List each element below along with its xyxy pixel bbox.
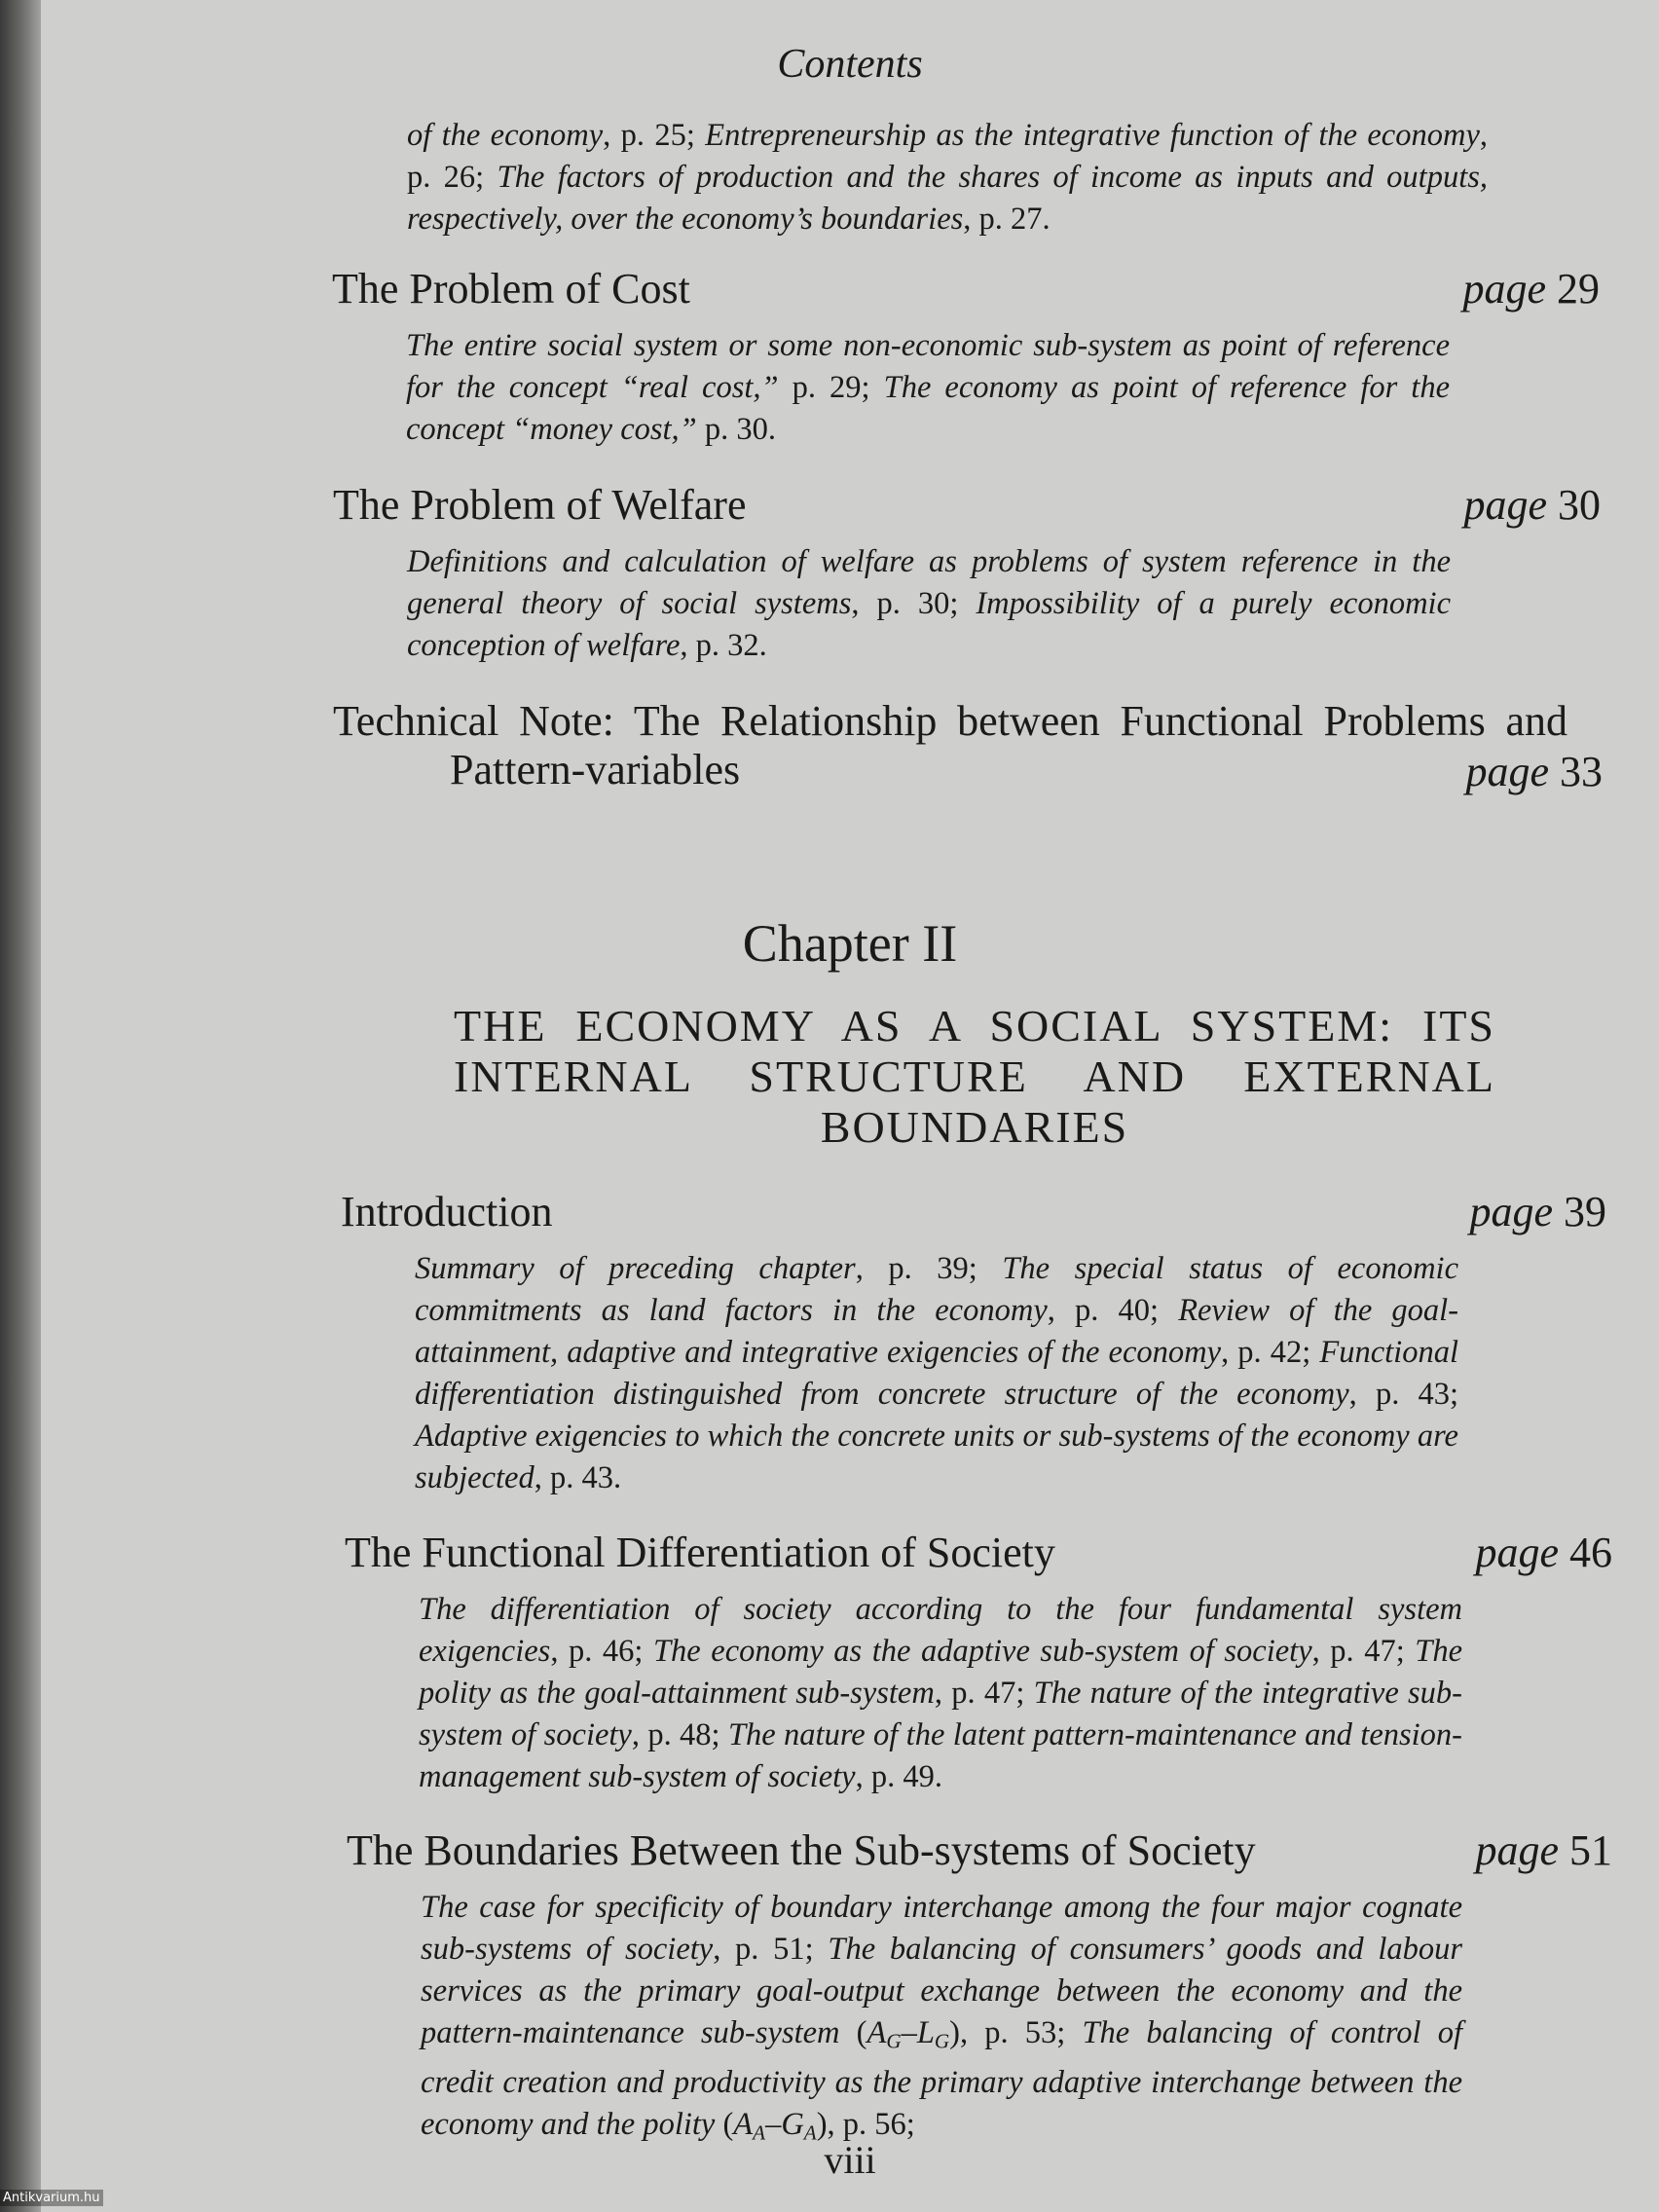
book-spine-shadow	[0, 0, 41, 2212]
toc-page-reference: page 51	[1475, 1826, 1612, 1874]
toc-entry-summary: The entire social system or some non-economic sub-system as point of reference for the concept “real cost,” p. 29; The economy as point of reference for the concept “money cost,” p. 30.	[406, 328, 1451, 447]
toc-entry-technical-note	[333, 697, 1603, 794]
toc-heading	[347, 1826, 1612, 1875]
toc-entry-title: The Problem of Cost	[332, 265, 690, 313]
toc-entry-title: Technical Note: The Relationship between Functional Problems and Pattern-variables	[333, 697, 1567, 793]
running-head: Contents	[777, 42, 923, 87]
toc-entry-title: The Functional Differentiation of Society	[345, 1529, 1055, 1576]
toc-entry-problem-of-welfare	[333, 481, 1601, 667]
toc-entry-introduction	[341, 1188, 1606, 1499]
toc-entry-summary: Definitions and calculation of welfare as problems of system reference in the general theory of social systems, p. 30; Impossibility of a purely economic conception of welfare, p. 32.	[407, 544, 1451, 663]
toc-page-reference: page 30	[1463, 481, 1601, 529]
chapter-label: Chapter II	[742, 914, 958, 973]
toc-entry-functional-differentiation	[345, 1529, 1612, 1798]
toc-entry-boundaries	[347, 1826, 1612, 2155]
toc-heading	[332, 265, 1600, 313]
toc-entry-title: The Problem of Welfare	[333, 481, 747, 529]
page-number: viii	[824, 2138, 876, 2182]
toc-heading	[345, 1529, 1612, 1577]
toc-heading	[333, 697, 1603, 794]
toc-page-reference: page 46	[1475, 1529, 1612, 1576]
toc-heading	[341, 1188, 1606, 1236]
toc-entry-summary: The differentiation of society according to the four fundamental system exigencies, p. 46; The economy as the adaptive sub-system of society, p. 47; The polity as the goal-attainment sub-system, p. 47; The nature of the integrative sub-system of society, p. 48; The nature of the latent pattern-maintenance and tension-management sub-system of society, p. 49.	[419, 1592, 1463, 1794]
toc-entry-title: Introduction	[341, 1188, 553, 1235]
toc-entry-problem-of-cost	[332, 265, 1600, 451]
toc-entry-summary: The case for specificity of boundary interchange among the four major cognate sub-systems of society, p. 51; The balancing of consumers’ goods and labour services as the primary goal-output exchange between the economy and the pattern-maintenance sub-system $(A_G-L_G)$, p. 53; The balancing of control of credit creation and productivity as the primary adaptive interchange between the economy and the polity $(A_A-G_A)$, p. 56;	[421, 1890, 1463, 2145]
toc-page-reference: page 39	[1469, 1188, 1606, 1235]
toc-entry-title: The Boundaries Between the Sub-systems of Society	[347, 1826, 1256, 1874]
toc-page-reference: page 33	[1465, 748, 1603, 795]
continued-summary: of the economy, p. 25; Entrepreneurship as the integrative function of the economy, p. 26; The factors of production and the shares of income as inputs and outputs, respectively, over the economy’s boundaries, p. 27.	[407, 118, 1489, 237]
toc-heading	[333, 481, 1601, 530]
book-page	[41, 0, 1659, 2212]
toc-page-reference: page 29	[1462, 265, 1600, 313]
watermark: Antikvarium.hu	[0, 2190, 103, 2206]
chapter-title: THE ECONOMY AS A SOCIAL SYSTEM: ITS INTERNAL STRUCTURE AND EXTERNAL BOUNDARIES	[454, 1001, 1495, 1152]
toc-entry-summary: Summary of preceding chapter, p. 39; The special status of economic commitments as land factors in the economy, p. 40; Review of the goal-attainment, adaptive and integrative exigencies of the economy, p. 42; Functional differentiation distinguished from concrete structure of the economy, p. 43; Adaptive exigencies to which the concrete units or sub-systems of the economy are subjected, p. 43.	[415, 1251, 1459, 1495]
